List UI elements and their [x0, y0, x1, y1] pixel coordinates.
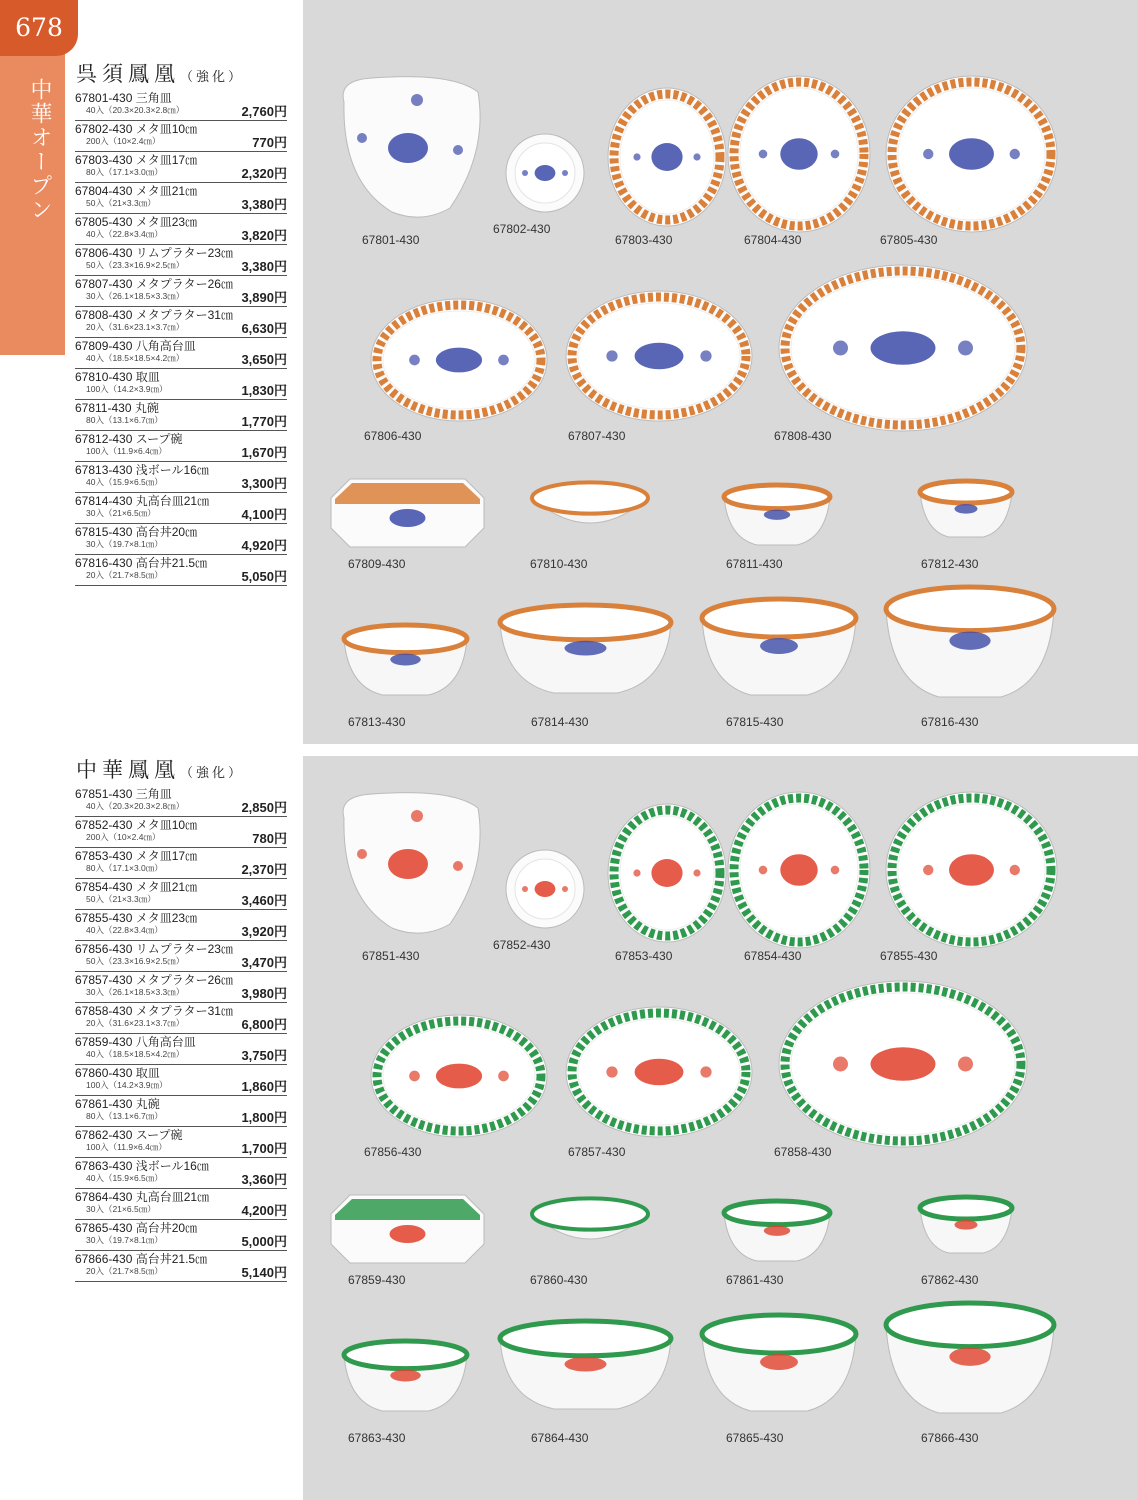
product-photo-label: 67860-430 — [530, 1273, 588, 1287]
product-price: 3,300円 — [241, 476, 287, 491]
product-photo-label: 67859-430 — [348, 1273, 406, 1287]
product-code: 67809-430 八角高台皿 — [75, 339, 196, 353]
product-spec: 50入（23.3×16.9×2.5㎝） — [86, 260, 185, 270]
product-code: 67811-430 丸碗 — [75, 401, 159, 415]
product-spec: 100入（14.2×3.9㎝） — [86, 384, 168, 394]
tableware-image — [332, 72, 484, 224]
tableware-image — [884, 586, 1056, 700]
product-spec: 100入（11.9×6.4㎝） — [86, 1142, 167, 1152]
product-photo-label: 67808-430 — [774, 429, 832, 443]
product-photo-label: 67851-430 — [362, 949, 420, 963]
product-spec: 80入（13.1×6.7㎝） — [86, 415, 163, 425]
product-code: 67810-430 取皿 — [75, 370, 160, 384]
product-row — [75, 1127, 287, 1158]
product-spec: 20入（31.6×23.1×3.7㎝） — [86, 1018, 185, 1028]
product-price: 3,820円 — [241, 228, 287, 243]
product-spec: 20入（31.6×23.1×3.7㎝） — [86, 322, 185, 332]
product-price: 1,770円 — [241, 414, 287, 429]
product-spec: 40入（22.8×3.4㎝） — [86, 925, 163, 935]
tableware-image — [722, 1200, 832, 1264]
product-price: 3,920円 — [241, 924, 287, 939]
tableware-image — [530, 1196, 650, 1256]
price-list-gosu — [75, 90, 287, 586]
product-row — [75, 879, 287, 910]
tableware-image — [918, 1196, 1014, 1256]
tableware-image — [505, 133, 585, 213]
product-spec: 40入（20.3×20.3×2.8㎝） — [86, 105, 185, 115]
product-row — [75, 307, 287, 338]
tableware-image — [370, 1014, 548, 1138]
product-spec: 40入（22.8×3.4㎝） — [86, 229, 163, 239]
product-price: 2,850円 — [241, 800, 287, 815]
tableware-image — [342, 1340, 469, 1414]
product-price: 3,650円 — [241, 352, 287, 367]
tableware-image — [370, 298, 548, 422]
product-code: 67804-430 メタ皿21㎝ — [75, 184, 198, 198]
product-photo-label: 67803-430 — [615, 233, 673, 247]
product-photo-label: 67809-430 — [348, 557, 406, 571]
product-price: 3,460円 — [241, 893, 287, 908]
product-row — [75, 972, 287, 1003]
product-row — [75, 1003, 287, 1034]
product-spec: 40入（15.9×6.5㎝） — [86, 1173, 163, 1183]
product-price: 780円 — [252, 831, 287, 846]
product-photo-label: 67813-430 — [348, 715, 406, 729]
product-photo-label: 67802-430 — [493, 222, 551, 236]
product-photo-label: 67862-430 — [921, 1273, 979, 1287]
product-code: 67854-430 メタ皿21㎝ — [75, 880, 198, 894]
tableware-image — [700, 1314, 858, 1414]
product-code: 67801-430 三角皿 — [75, 91, 172, 105]
product-row — [75, 245, 287, 276]
product-photo-label: 67816-430 — [921, 715, 979, 729]
product-price: 4,920円 — [241, 538, 287, 553]
product-price: 5,140円 — [241, 1265, 287, 1280]
product-photo-label: 67852-430 — [493, 938, 551, 952]
product-code: 67861-430 丸碗 — [75, 1097, 160, 1111]
tableware-image — [530, 480, 650, 540]
product-code: 67864-430 丸高台皿21㎝ — [75, 1190, 210, 1204]
tableware-image — [330, 1194, 485, 1264]
product-row — [75, 121, 287, 152]
product-row — [75, 276, 287, 307]
product-row — [75, 338, 287, 369]
product-row — [75, 1189, 287, 1220]
product-photo-label: 67866-430 — [921, 1431, 979, 1445]
product-photo-label: 67853-430 — [615, 949, 673, 963]
tableware-image — [884, 1302, 1056, 1416]
product-row — [75, 183, 287, 214]
product-photo-label: 67856-430 — [364, 1145, 422, 1159]
tableware-image — [727, 75, 871, 233]
product-price: 3,470円 — [241, 955, 287, 970]
product-code: 67852-430 メタ皿10㎝ — [75, 818, 198, 832]
product-code: 67814-430 丸高台皿21㎝ — [75, 494, 210, 508]
product-row — [75, 817, 287, 848]
product-price: 4,200円 — [241, 1203, 287, 1218]
product-photo-label: 67863-430 — [348, 1431, 406, 1445]
product-code: 67816-430 高台丼21.5㎝ — [75, 556, 208, 570]
product-spec: 50入（21×3.3㎝） — [86, 894, 156, 904]
product-spec: 30入（26.1×18.5×3.3㎝） — [86, 987, 185, 997]
product-row — [75, 90, 287, 121]
product-price: 5,000円 — [241, 1234, 287, 1249]
product-spec: 30入（19.7×8.1㎝） — [86, 1235, 163, 1245]
product-photo-label: 67855-430 — [880, 949, 938, 963]
tableware-image — [885, 75, 1058, 233]
tableware-image — [498, 604, 673, 696]
product-spec: 30入（19.7×8.1㎝） — [86, 539, 163, 549]
product-price: 1,670円 — [241, 445, 287, 460]
product-photo-label: 67864-430 — [531, 1431, 589, 1445]
product-photo-label: 67865-430 — [726, 1431, 784, 1445]
product-photo-label: 67815-430 — [726, 715, 784, 729]
category-label: 中華オープン — [27, 78, 52, 222]
product-spec: 100入（11.9×6.4㎝） — [86, 446, 167, 456]
tableware-image — [607, 803, 727, 943]
product-code: 67815-430 高台丼20㎝ — [75, 525, 198, 539]
product-price: 1,800円 — [241, 1110, 287, 1125]
product-spec: 30入（21×6.5㎝） — [86, 1204, 156, 1214]
product-row — [75, 214, 287, 245]
product-spec: 200入（10×2.4㎝） — [86, 136, 161, 146]
product-price: 2,370円 — [241, 862, 287, 877]
product-code: 67862-430 スープ碗 — [75, 1128, 183, 1142]
product-price: 5,050円 — [241, 569, 287, 584]
product-price: 3,750円 — [241, 1048, 287, 1063]
product-photo-label: 67854-430 — [744, 949, 802, 963]
product-row — [75, 462, 287, 493]
product-code: 67851-430 三角皿 — [75, 787, 172, 801]
tableware-image — [332, 788, 484, 940]
product-code: 67858-430 メタプラター31㎝ — [75, 1004, 233, 1018]
product-price: 1,860円 — [241, 1079, 287, 1094]
product-row — [75, 1096, 287, 1127]
product-price: 3,360円 — [241, 1172, 287, 1187]
tableware-image — [885, 791, 1058, 949]
product-price: 3,980円 — [241, 986, 287, 1001]
product-row — [75, 1251, 287, 1282]
product-spec: 40入（18.5×18.5×4.2㎝） — [86, 353, 185, 363]
section-title-chuka: 中華鳳凰（強化） — [76, 758, 245, 782]
product-photo-label: 67805-430 — [880, 233, 938, 247]
product-spec: 40入（18.5×18.5×4.2㎝） — [86, 1049, 185, 1059]
product-code: 67866-430 高台丼21.5㎝ — [75, 1252, 208, 1266]
product-spec: 100入（14.2×3.9㎝） — [86, 1080, 168, 1090]
product-row — [75, 369, 287, 400]
product-price: 3,380円 — [241, 197, 287, 212]
product-price: 4,100円 — [241, 507, 287, 522]
product-spec: 80入（17.1×3.0㎝） — [86, 167, 163, 177]
product-code: 67807-430 メタプラター26㎝ — [75, 277, 233, 291]
section-title-gosu: 呉須鳳凰（強化） — [76, 62, 245, 86]
product-code: 67860-430 取皿 — [75, 1066, 160, 1080]
product-code: 67855-430 メタ皿23㎝ — [75, 911, 198, 925]
product-price: 6,630円 — [241, 321, 287, 336]
tableware-image — [778, 264, 1028, 432]
product-spec: 20入（21.7×8.5㎝） — [86, 1266, 163, 1276]
product-row — [75, 848, 287, 879]
product-row — [75, 555, 287, 586]
product-photo-label: 67812-430 — [921, 557, 979, 571]
product-price: 770円 — [252, 135, 287, 150]
product-price: 1,700円 — [241, 1141, 287, 1156]
product-row — [75, 910, 287, 941]
product-row — [75, 431, 287, 462]
product-spec: 80入（17.1×3.0㎝） — [86, 863, 163, 873]
tableware-image — [918, 480, 1014, 540]
product-code: 67802-430 メタ皿10㎝ — [75, 122, 198, 136]
product-price: 3,380円 — [241, 259, 287, 274]
tableware-image — [607, 87, 727, 227]
product-spec: 40入（20.3×20.3×2.8㎝） — [86, 801, 185, 811]
product-row — [75, 524, 287, 555]
product-code: 67857-430 メタプラター26㎝ — [75, 973, 233, 987]
product-row — [75, 493, 287, 524]
product-photo-label: 67858-430 — [774, 1145, 832, 1159]
product-price: 3,890円 — [241, 290, 287, 305]
product-spec: 50入（23.3×16.9×2.5㎝） — [86, 956, 185, 966]
product-spec: 40入（15.9×6.5㎝） — [86, 477, 163, 487]
product-photo-label: 67814-430 — [531, 715, 589, 729]
product-row — [75, 1034, 287, 1065]
tableware-image — [722, 484, 832, 548]
tableware-image — [778, 980, 1028, 1148]
product-photo-label: 67804-430 — [744, 233, 802, 247]
product-code: 67806-430 リムプラター23㎝ — [75, 246, 233, 260]
product-price: 1,830円 — [241, 383, 287, 398]
product-photo-label: 67810-430 — [530, 557, 588, 571]
price-list-chuka — [75, 786, 287, 1282]
product-photo-label: 67811-430 — [726, 557, 783, 571]
tableware-image — [565, 1006, 753, 1138]
product-code: 67808-430 メタプラター31㎝ — [75, 308, 233, 322]
product-price: 2,320円 — [241, 166, 287, 181]
product-code: 67812-430 スープ碗 — [75, 432, 183, 446]
product-price: 6,800円 — [241, 1017, 287, 1032]
product-row — [75, 152, 287, 183]
product-row — [75, 786, 287, 817]
tableware-image — [727, 791, 871, 949]
tableware-image — [505, 849, 585, 929]
product-row — [75, 941, 287, 972]
product-spec: 30入（21×6.5㎝） — [86, 508, 156, 518]
tableware-image — [342, 624, 469, 698]
product-price: 2,760円 — [241, 104, 287, 119]
tableware-image — [565, 290, 753, 422]
product-code: 67813-430 浅ボール16㎝ — [75, 463, 209, 477]
product-row — [75, 400, 287, 431]
product-spec: 80入（13.1×6.7㎝） — [86, 1111, 163, 1121]
product-code: 67803-430 メタ皿17㎝ — [75, 153, 198, 167]
page-number: 678 — [0, 0, 78, 56]
product-code: 67805-430 メタ皿23㎝ — [75, 215, 198, 229]
product-spec: 200入（10×2.4㎝） — [86, 832, 161, 842]
product-row — [75, 1158, 287, 1189]
product-spec: 50入（21×3.3㎝） — [86, 198, 156, 208]
product-spec: 20入（21.7×8.5㎝） — [86, 570, 163, 580]
product-photo-label: 67807-430 — [568, 429, 626, 443]
tableware-image — [700, 598, 858, 698]
product-spec: 30入（26.1×18.5×3.3㎝） — [86, 291, 185, 301]
product-code: 67865-430 高台丼20㎝ — [75, 1221, 198, 1235]
product-photo-label: 67801-430 — [362, 233, 420, 247]
product-photo-label: 67861-430 — [726, 1273, 784, 1287]
product-photo-label: 67806-430 — [364, 429, 422, 443]
product-row — [75, 1065, 287, 1096]
product-code: 67859-430 八角高台皿 — [75, 1035, 196, 1049]
product-code: 67863-430 浅ボール16㎝ — [75, 1159, 209, 1173]
product-code: 67853-430 メタ皿17㎝ — [75, 849, 198, 863]
product-code: 67856-430 リムプラター23㎝ — [75, 942, 233, 956]
tableware-image — [498, 1320, 673, 1412]
product-row — [75, 1220, 287, 1251]
product-photo-label: 67857-430 — [568, 1145, 626, 1159]
tableware-image — [330, 478, 485, 548]
